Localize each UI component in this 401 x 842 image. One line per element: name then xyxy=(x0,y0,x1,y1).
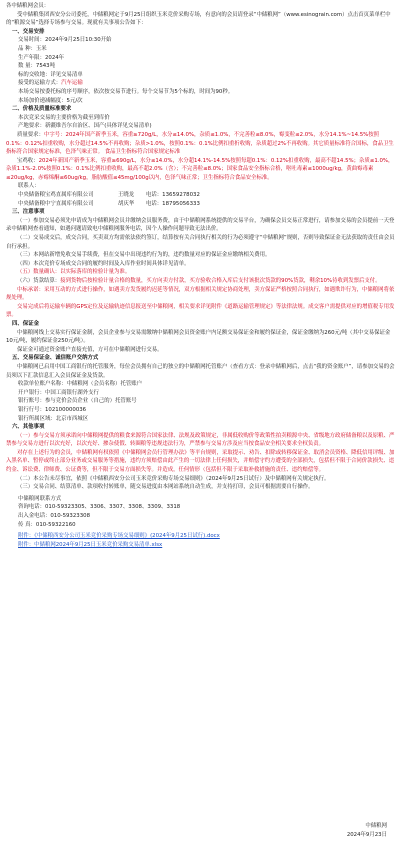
quality-requirement-2 xyxy=(6,157,395,183)
notes-paragraph-4: （四）本次竞价专场成交合同的履约时间及入库作业时间具体详见清单。 xyxy=(17,260,190,267)
trading-quantity: 数 量：7543吨 xyxy=(18,63,55,70)
transport-method-label: 接受的运输方式： xyxy=(18,80,62,87)
notes-paragraph-1: （一）参加交易必须先申请成为中储粮网会员并缴纳会员服务费，由于中储粮网系统提供的交易平台，为确保会员交易正常进行，请参加交易的会员提前一天登录中储粮网查看通知，如遇问题请致电中储粮网服务电话，因个人操作问题导致无法出价。 xyxy=(6,217,395,233)
section-deposit-title: 四、保证金 xyxy=(12,320,39,327)
contacts-label: 联系人： xyxy=(18,183,40,190)
other-paragraph-3: （二）本公告未尽事宜，依照《中储粮西安分公司玉米竞价采购专场交易细则》（2024年9月25日试行）及中储粮网有关规定执行。 xyxy=(17,475,330,482)
quality2-label: 宝鸡收： xyxy=(17,157,39,164)
bank-info-item: 银行账号：参与竞价会员企业（自己的）托管账号 xyxy=(18,398,137,405)
section-notes-title: 三、注意事项 xyxy=(12,209,45,216)
product-origin: 产地要求：新疆维吾尔自治区、国产(具体详见交易清单) xyxy=(18,123,152,130)
fax-number: 传 真：010-59322160 xyxy=(18,521,76,528)
quality2-text: 2024年新国产新季玉米，容重≥690g/L，水分≤14.0%，水分超14.1%-14.5%按照每超0.1%：0.12%扣重收购，最高不超14.5%；杂质≤1.0%，杂质1.1%-2.0%按照0.1%：0.1%比例扣重收购，最高不超2.0%（含）；不完善粒≤8.0%；国家食品安全指标合格，呕吐毒素≤1000ug/kg，黄曲霉毒素≤20ug/kg，赤霉烯酮≤60ug/kg，脂肪酸值≤45mg/100g以内，色泽气味正常；卫生指标符合食品安全标准。 xyxy=(6,157,394,181)
notes-paragraph-7: 中标承诺：采用互动的方式进行操作，如遇卖方发货履约迟延等情况，双方根据相关规定协商处理，卖方保证严格按照合同执行，如遇欺诈行为，中储粮网将依规处理。 xyxy=(6,286,395,302)
notes-paragraph-3: （三）本网站新增免收交易手续费，但在交易中出现违约行为的，违约数量对应的保证金应缴纳相关费用。 xyxy=(17,252,271,259)
trading-area-value: 详见交易清单 xyxy=(50,71,83,78)
section-payment-method-title: 五、交易保证金、诚信账户交纳方式 xyxy=(12,355,99,362)
trading-note-1: 本场交易按委托标的序号顺序，依次按交易节进行。每个交易节为5个标的，时间为90秒。 xyxy=(18,88,234,95)
intro-paragraph: 受中储粮集团西安分公司委托，中储粮网定于9月25日组织玉米竞价采购专场，有意向的会员请登录“中储粮网”（www.esinograin.com）点击首页菜单栏中的“粮源交易”选择专场参与交易。现就有关事项公告如下： xyxy=(6,11,391,27)
other-paragraph-1: （一）参与交易方须承诺向中储粮网提供的粮食来源符合国家法律、法规及政策规定，非属低收购价等政策性拍卖粮源中央、省级地方政府储备粮以及原粮、严禁参与交易方进行以次充好，以次充好、掺杂使假、转圈粮等违规违法行为，严禁参与交易方涉及应当按食品安全相关要求全权负责。 xyxy=(6,432,395,448)
contact-company: 中央储备粮宝鸡直属库有限公司 xyxy=(18,192,94,199)
quality-label: 质量要求： xyxy=(17,131,44,138)
signature-date: 2024年9月23日 xyxy=(346,832,387,838)
trading-year: 生产年限：2024年 xyxy=(18,54,65,61)
other-paragraph-4: （三）交易合同、结算清单、款项收付转账单，随交易进度由本网站系统自动生成，并支持打印，会员可根据需要自行操作。 xyxy=(17,484,314,491)
section-other-title: 六、其他事项 xyxy=(12,424,45,431)
attachment-link-list[interactable]: 附件：中储粮网2024年9月25日玉米竞价采购交易清单.xlsx xyxy=(18,541,163,548)
transport-method xyxy=(6,79,395,88)
quality-requirement xyxy=(6,131,395,157)
notes-paragraph-6 xyxy=(6,277,395,286)
notes-paragraph-5: （五）数量确认：以实际落库的检验计量为准。 xyxy=(17,269,131,276)
payment-label: （六）货款结算： xyxy=(17,278,61,284)
notes-paragraph-7b: 交易完成后将运输车辆的GPS定位及运输轨迹信息报送至中储粮网，相关要求详见附件《道路运输管理规定》等法律法规。成交客户需提供对应的增值税专用发票。 xyxy=(6,303,395,319)
deposit-phone: 出入金电话：010-59323308 xyxy=(18,513,91,520)
greeting: 各中储粮网会员： xyxy=(6,3,50,9)
contact-name: 胡庆华 xyxy=(118,200,135,207)
contact-company: 中央储备粮中宁直属库有限公司 xyxy=(18,200,94,207)
trading-time: 交易时间：2024年9月25日10:30开始 xyxy=(18,37,112,44)
transport-method-value: 汽车运输 xyxy=(61,80,83,87)
other-paragraph-2: 对存在上述行为的会员，中储粮网有权依照《中储粮网会员行管理办法》等平台规则，采取提示、劝告、扣除或转移保证金、取消会员资格、降低信用评级、加入黑名单、暂停或终止部分业务或交易服务等措施，违约方须赔偿由此产生的一切法律上任何损失，并赔偿守约方遭受的全部损失，包括但不限于合同价款损失、违约金、诉讼费、律师费、公证费等，但不限于交易方面损失等。并造成，任何情形（包括但不限于采取补救措施的责任、违约赔偿等。 xyxy=(6,449,395,474)
signature-org: 中储粮网 xyxy=(365,823,387,829)
trading-area-label: 标的交收地： xyxy=(18,71,51,78)
quality-text: 中字号：2024年国产新季玉米，容重≥720g/L，水分≤14.0%，杂质≤1.0%，不完善粒≤8.0%，霉变粒≤2.0%，水分14.1%~14.5%按照0.1%：0.12%扣重收购，水分超过14.5%不再收购；杂质>1.0%，按照0.1%：0.1%比例扣重折收购，杂质超过2%不再收购。其它质量标准符合国标，食品卫生指标符合国家规定标准，色泽气味正常。 食品卫生指标符合国家规定标准 xyxy=(6,131,394,156)
contact-phone: 电话：18795056333 xyxy=(146,200,200,207)
payment-text: 接到货物后按检验计量合格的数量，买方向卖方付款，买方验收合格入库后支付该批次货款的90%货款，剩余10%待收到发票后支付。 xyxy=(60,278,381,284)
attachment-link-rules[interactable]: 附件：《中储粮西安分公司玉米竞价采购专场交易细则》(2024年9月25日试行).docx xyxy=(18,533,220,540)
bank-account-label: 收款单位账户名称： xyxy=(18,381,67,388)
notes-paragraph-2: （二）交易成交后，成交合同，买卖双方均需依法依约签订，结算按有关合同执行相关的行为必须遵守“中储粮网”规则，否则导致保证金无法获取的责任由会员自行承担。 xyxy=(6,235,395,250)
section-price-title: 二、价格及质量标准要求 xyxy=(12,106,72,113)
bank-account-name xyxy=(6,380,395,389)
price-subtitle: 本次竞采交易的主要价格为截至到库价 xyxy=(18,114,110,121)
contact-row xyxy=(6,191,395,200)
consult-phone: 咨询电话：010-59323305、3306、3307、3308、3309、3318 xyxy=(18,504,181,511)
contact-name: 王晓龙 xyxy=(118,192,135,199)
bank-account-value: 中储粮网（会员名称）托管账户 xyxy=(66,381,143,388)
contact-title: 中储粮网联系方式 xyxy=(18,495,62,502)
deposit-paragraph-1: 中储粮网线上交易实行保证金制，会员企业参与交易需缴纳中储粮网会员资金账户内足额交易保证金和履约保证金，保证金缴纳为260元/吨（其中交易保证金10元/吨，履约保证金250元/吨）。 xyxy=(6,329,391,345)
bank-info-item: 银行所属区域：北京市西城区 xyxy=(18,415,89,422)
bank-info-item: 银行行号：102100000036 xyxy=(18,406,87,413)
bank-info-item: 开户银行：中国工商银行湖外支行 xyxy=(18,389,99,396)
deposit-paragraph-2: 保证金可通过资金账户直接充值，方可在中储粮网进行交易。 xyxy=(17,346,163,353)
payment-method-paragraph: 中储粮网已启用中国工商银行的托管服务，每位会员拥有自己的独立的中储粮网托管账户（查看方式：登录中储粮网后，点击“我的资金账户”，请参加交易的会员须以下汇款信息汇入会员保证金及货款。 xyxy=(6,363,395,379)
trading-note-2: 本场加价递减幅度：5元/次 xyxy=(18,97,83,104)
contact-phone: 电话：13659278032 xyxy=(146,192,200,199)
trading-area xyxy=(6,71,395,80)
contact-row xyxy=(6,200,395,209)
section-trading-title: 一、交易安排 xyxy=(12,28,45,35)
trading-variety: 品 种：玉米 xyxy=(18,45,47,52)
